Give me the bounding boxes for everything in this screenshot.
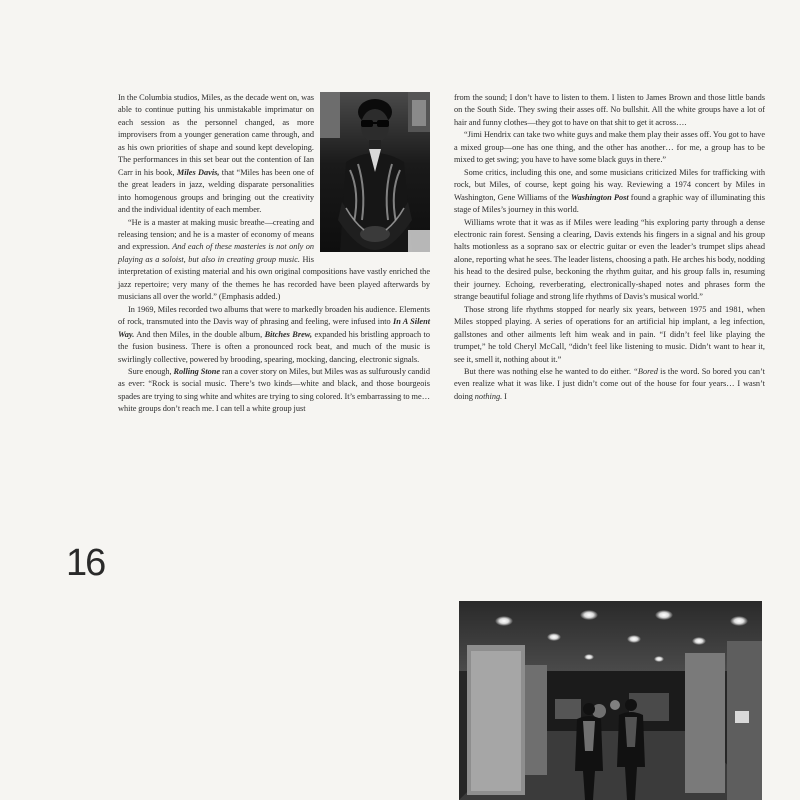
text-run: In the Columbia studios, Miles, as the decade went on, was able to continue putting his unmistakable imprimatur on each session as the personnel changed, as more improvisers from a younger generation came through, and as his own priorities of shape and sound kept developing. The performances in this set bear out the contention of Ian Carr in his book,	[118, 93, 314, 177]
emphasized-text: And each of these masteries is not only on playing as a soloist, but also in creating group music.	[118, 242, 314, 264]
emphasized-text: Washington Post	[570, 192, 629, 202]
paragraph-4	[118, 366, 430, 416]
miles-davis-portrait-photo	[320, 92, 430, 252]
text-run: I	[502, 391, 507, 401]
text-run: is the word. So bored you can’t even realize what it was like. I just didn’t come out of the house for four years… I wasn’t doing	[454, 366, 765, 401]
text-run: that “Miles has been one of the great leaders in jazz, welding disparate personalities into homogenous groups and bringing out the creativity and the individual identity of each member.	[118, 167, 314, 215]
text-run: from the sound; I don’t have to listen to them. I listen to James Brown and those little bands on the South Side. They swing their asses off. No bullshit. All the white groups have a lot of hair and funny clothes—they got to have on that shit to get it across….	[454, 93, 765, 127]
paragraph-10	[454, 366, 765, 403]
page-number: 16	[66, 542, 105, 584]
paragraph-3	[118, 304, 430, 366]
text-run: Williams wrote that it was as if Miles were leading “his exploring party through a dense electronic rain forest. Sensing a clearing, Davis extends his fingers in a signal and his group halts motionless as a soprano sax or electric guitar or even the leader’s trumpet slips ahead alone, reporting what he sees. The leader listens, choosing a path. He arches his body, nodding his head to the desired pulse, beckoning the rhythm guitar, and his group falls in, resuming their journey. Echoing, reverberating, electronically-shaped notes and phrases form the strange beautiful foliage and strong life rhythms of Davis’s musical world.”	[454, 217, 765, 302]
emphasized-text: nothing.	[474, 391, 503, 401]
right-text-column	[454, 92, 765, 403]
paragraph-6	[454, 129, 765, 166]
paragraph-7	[454, 167, 765, 217]
emphasized-text: In A Silent Way.	[118, 317, 430, 339]
text-run: Sure enough,	[128, 366, 174, 376]
text-run: “Jimi Hendrix can take two white guys and make them play their asses off. You got to have a mixed group—one has one thing, and the other has another… for me, a group has to be mixed to get swing; you have to have some black guys in there.”	[454, 130, 765, 165]
emphasized-text: Rolling Stone	[173, 366, 221, 376]
text-run: Those strong life rhythms stopped for nearly six years, between 1975 and 1981, when Miles stopped playing. A series of operations for an artificial hip implant, a leg infection, gallstones and other ailments left him weak and in pain. “I didn’t feel like playing the trumpet,” he told Cheryl McCall, “didn’t feel like listening to music. Didn’t want to hear it, see it, smell it, nothing about it.”	[454, 304, 765, 364]
emphasized-text: Miles Davis,	[176, 167, 220, 177]
emphasized-text: Bitches Brew,	[264, 329, 313, 339]
text-run: “He is a master at making music breathe—creating and releasing tension; and he is a master of economy of means and expression.	[118, 217, 314, 252]
text-run: expanded his bristling approach to the fusion business. There is often a pronounced rock beat, and much of the music is swirlingly collective, powered by brooding, spearing, mocking, dancing, electronic signals.	[118, 329, 430, 364]
paragraph-9	[454, 304, 765, 366]
left-text-column	[118, 92, 430, 416]
text-run: In 1969, Miles recorded two albums that were to markedly broaden his audience. Elements of rock, transmuted into the Davis way of phrasing and feeling, were infused into	[118, 304, 430, 327]
emphasized-text: “Bored	[633, 366, 658, 376]
text-run: But there was nothing else he wanted to do either.	[464, 366, 634, 376]
text-run: found a graphic way of illuminating this stage of Miles’s journey in this world.	[454, 192, 765, 215]
text-run: And then Miles, in the double album,	[134, 329, 265, 339]
text-run: ran a cover story on Miles, but Miles was as sulfurously candid as ever: “Rock is social music. There’s two kinds—white and black, and those bourgeois spades are trying to sing white and whites are trying to sing colored. It’s embarrassing to me… white groups don’t reach me. I can tell a white group just	[118, 366, 430, 414]
text-run: Some critics, including this one, and some musicians criticized Miles for trafficking with rock, but Miles, of course, kept going his way. Reviewing a 1974 concert by Miles in Washington, Gene Williams of the	[454, 167, 765, 202]
text-run: His interpretation of existing material and his own original compositions have vastly enriched the jazz repertoire; very many of the themes he has recorded have been played afterwards by musicians all over the world.” (Emphasis added.)	[118, 254, 430, 302]
paragraph-5	[454, 92, 765, 129]
recording-studio-photo	[459, 601, 762, 800]
paragraph-8	[454, 217, 765, 304]
